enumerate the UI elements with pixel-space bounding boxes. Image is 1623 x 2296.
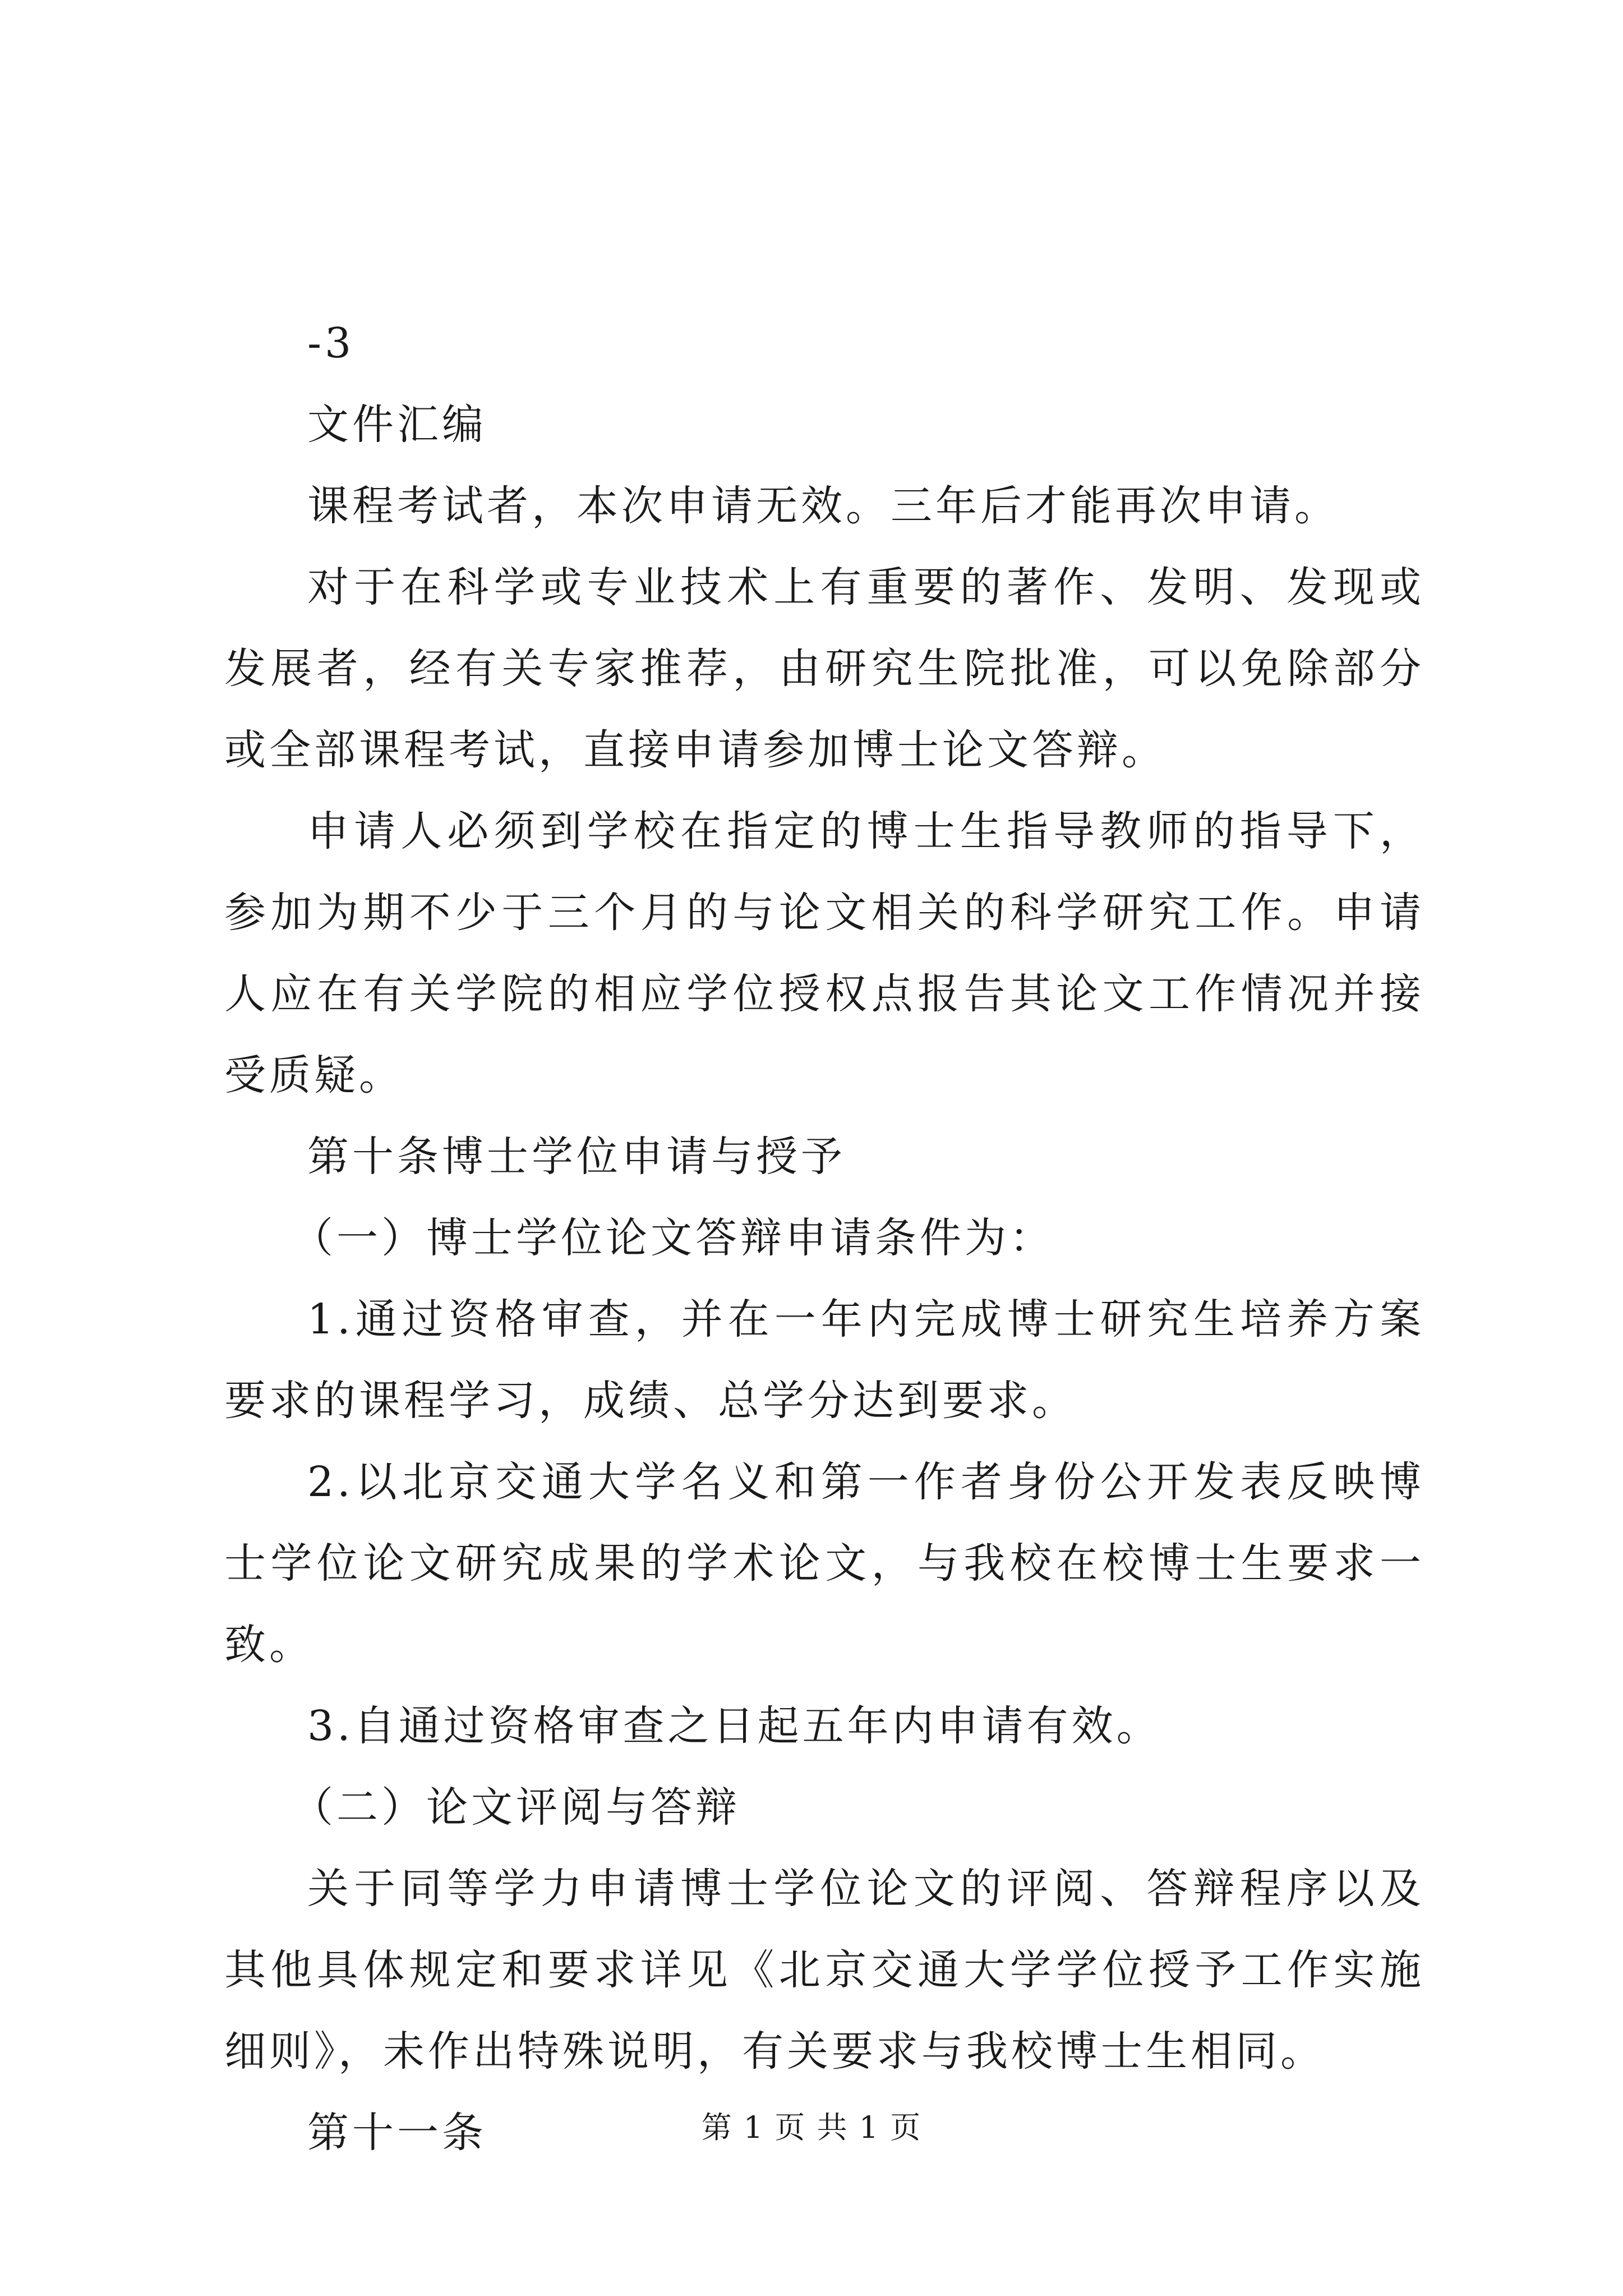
paragraph-section-two: （二）论文评阅与答辩 bbox=[292, 1783, 740, 1832]
paragraph-exemption: 对于在科学或专业技术上有重要的著作、发明、发现或发展者，经有关专家推荐，由研究生院批准，可以免除部分或全部课程考试，直接申请参加博士论文答辩。 bbox=[224, 563, 1424, 774]
paragraph-item-1: 1.通过资格审查，并在一年内完成博士研究生培养方案要求的课程学习，成绩、总学分达到要求。 bbox=[224, 1295, 1424, 1425]
paragraph-item-3: 3.自通过资格审查之日起五年内申请有效。 bbox=[307, 1702, 1161, 1750]
paragraph-article-eleven: 第十一条 bbox=[307, 2109, 487, 2157]
paragraph-section-one: （一）博士学位论文答辩申请条件为： bbox=[292, 1214, 1054, 1262]
paragraph-course-exam: 课程考试者，本次申请无效。三年后才能再次申请。 bbox=[307, 482, 1339, 530]
paragraph-research-requirement: 申请人必须到学校在指定的博士生指导教师的指导下，参加为期不少于三个月的与论文相关的科学研究工作。申请人应在有关学院的相应学位授权点报告其论文工作情况并接受质疑。 bbox=[224, 807, 1424, 1099]
paragraph-article-ten: 第十条博士学位申请与授予 bbox=[307, 1133, 846, 1181]
document-body bbox=[224, 303, 1424, 2174]
paragraph-review-defense: 关于同等学力申请博士学位论文的评阅、答辩程序以及其他具体规定和要求详见《北京交通大学学位授予工作实施细则》，未作出特殊说明，有关要求与我校博士生相同。 bbox=[224, 1865, 1424, 2076]
paragraph-item-2: 2.以北京交通大学名义和第一作者身份公开发表反映博士学位论文研究成果的学术论文，与我校在校博士生要求一致。 bbox=[224, 1458, 1424, 1669]
paragraph-heading-compilation: 文件汇编 bbox=[307, 401, 487, 449]
page-footer: 第 1 页 共 1 页 bbox=[701, 2110, 922, 2145]
paragraph-page-ref: -3 bbox=[307, 319, 355, 367]
